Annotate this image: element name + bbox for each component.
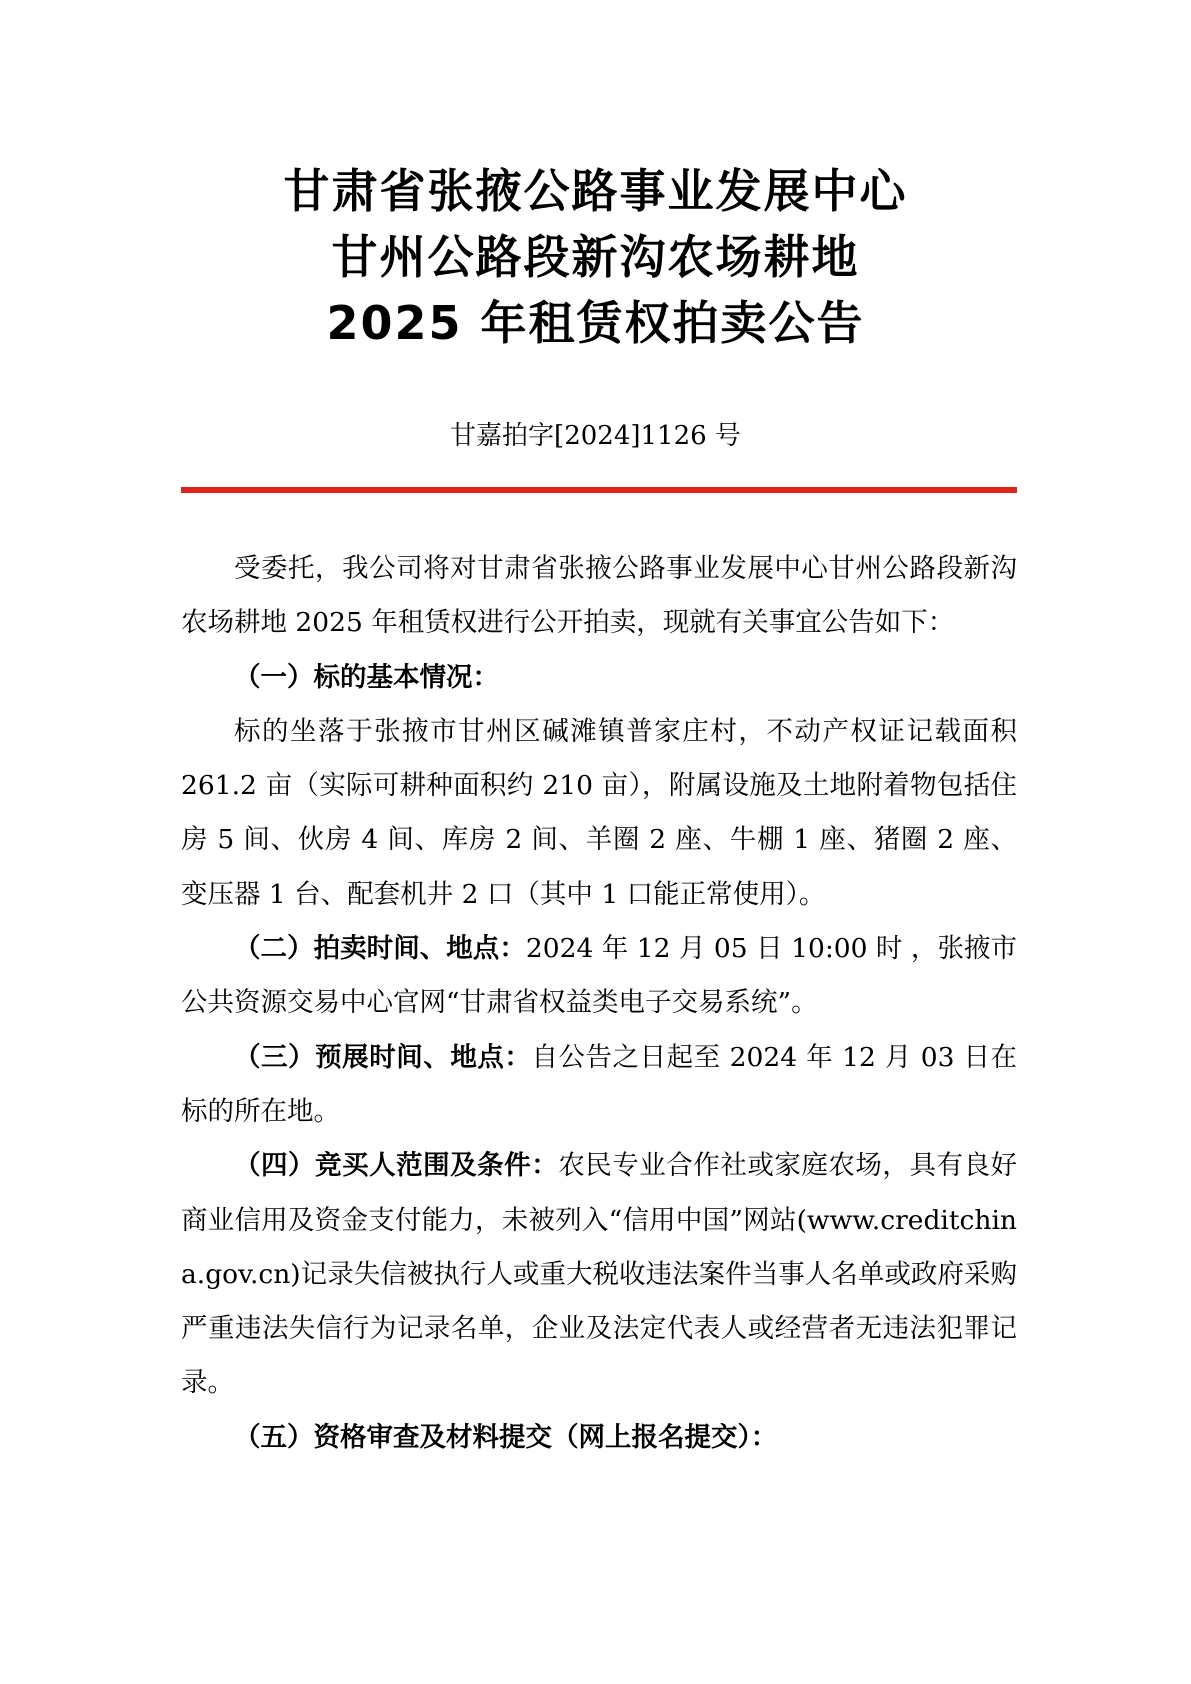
section-2-paragraph — [181, 922, 1017, 1031]
document-title — [0, 158, 1191, 356]
title-line-3: 2025 年租赁权拍卖公告 — [326, 296, 865, 350]
section-1-heading: （一）标的基本情况： — [234, 661, 499, 693]
section-5-heading-paragraph — [181, 1411, 1017, 1465]
section-3-body: 自公告之日起至 2024 年 12 月 03 日在标的所在地。 — [181, 1041, 1017, 1127]
section-1-body: 标的坐落于张掖市甘州区碱滩镇普家庄村，不动产权证记载面积 261.2 亩（实际可耕种面积约 210 亩），附属设施及土地附着物包括住房 5 间、伙房 4 间、库房 2 间、羊圈 2 座、牛棚 1 座、猪圈 2 座、变压器 1 台、配套机井 2 口（其中 1 口能正常使用）。 — [181, 715, 1017, 910]
section-4-body: 农民专业合作社或家庭农场，具有良好商业信用及资金支付能力，未被列入“信用中国”网站(www.creditchina.gov.cn)记录失信被执行人或重大税收违法案件当事人名单或政府采购严重违法失信行为记录名单，企业及法定代表人或经营者无违法犯罪记录。 — [181, 1150, 1018, 1399]
section-2-heading: （二）拍卖时间、地点： — [234, 933, 526, 965]
red-divider — [181, 487, 1017, 493]
section-2-body: 2024 年 12 月 05 日 10:00 时 ，张掖市公共资源交易中心官网“甘肃省权益类电子交易系统”。 — [181, 933, 1018, 1019]
section-3-paragraph — [181, 1031, 1017, 1140]
title-line-1: 甘肃省张掖公路事业发展中心 — [283, 164, 908, 218]
document-number: 甘嘉拍字[2024]1126 号 — [450, 421, 741, 451]
section-4-paragraph — [181, 1139, 1017, 1410]
section-1-body-paragraph — [181, 705, 1017, 922]
intro-paragraph: 受委托，我公司将对甘肃省张掖公路事业发展中心甘州公路段新沟农场耕地 2025 年租赁权进行公开拍卖，现就有关事宜公告如下： — [181, 553, 1017, 639]
section-4-heading: （四）竞买人范围及条件： — [234, 1150, 559, 1182]
section-3-heading: （三）预展时间、地点： — [234, 1041, 532, 1073]
title-line-2: 甘州公路段新沟农场耕地 — [331, 230, 860, 284]
section-5-heading: （五）资格审查及材料提交（网上报名提交）： — [234, 1421, 778, 1453]
document-body — [181, 542, 1017, 1465]
section-1-heading-paragraph — [181, 651, 1017, 705]
